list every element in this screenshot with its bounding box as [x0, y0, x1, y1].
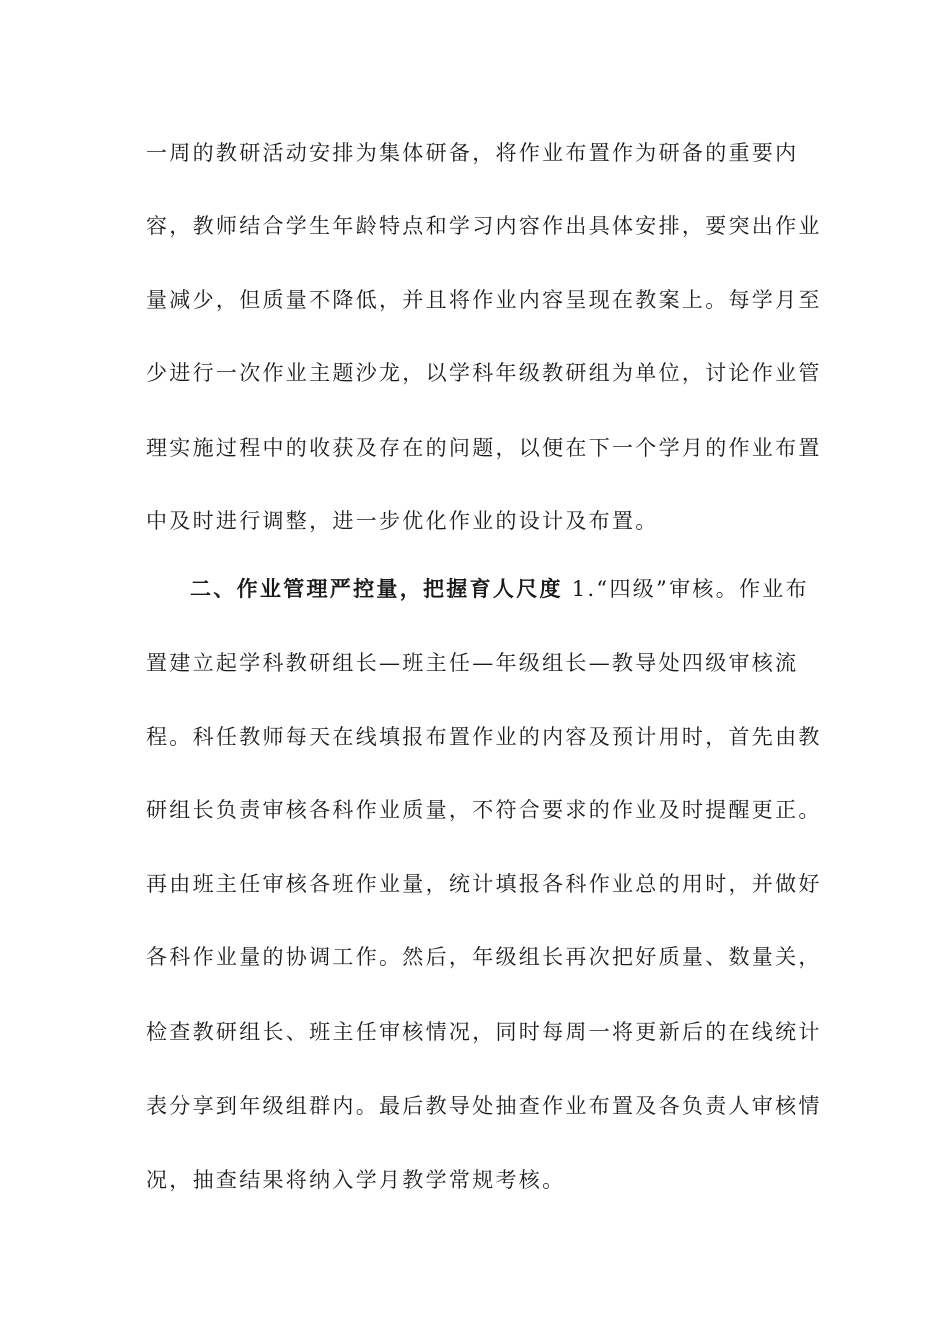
text-line: 理实施过程中的收获及存在的问题，以便在下一个学月的作业布置 — [146, 436, 822, 460]
text-line: 少进行一次作业主题沙龙，以学科年级教研组为单位，讨论作业管 — [146, 361, 822, 385]
paragraph-first-line — [190, 574, 809, 604]
text-line-continuation: 1.“四级”审核。作业布 — [562, 577, 809, 601]
text-line: 置建立起学科教研组长—班主任—年级组长—教导处四级审核流 — [146, 651, 799, 675]
text-line: 再由班主任审核各班作业量，统计填报各科作业总的用时，并做好 — [146, 872, 822, 896]
text-line: 况，抽查结果将纳入学月教学常规考核。 — [146, 1168, 566, 1192]
text-line: 容，教师结合学生年龄特点和学习内容作出具体安排，要突出作业 — [146, 214, 822, 238]
text-line: 中及时进行调整，进一步优化作业的设计及布置。 — [146, 509, 659, 533]
text-line: 量减少，但质量不降低，并且将作业内容呈现在教案上。每学月至 — [146, 288, 822, 312]
section-heading: 二、作业管理严控量，把握育人尺度 — [190, 576, 563, 601]
text-line: 表分享到年级组群内。最后教导处抽查作业布置及各负责人审核情 — [146, 1094, 822, 1118]
text-line: 程。科任教师每天在线填报布置作业的内容及预计用时，首先由教 — [146, 725, 822, 749]
text-line: 一周的教研活动安排为集体研备，将作业布置作为研备的重要内 — [146, 141, 799, 165]
text-line: 各科作业量的协调工作。然后，年级组长再次把好质量、数量关， — [146, 945, 822, 969]
text-line: 检查教研组长、班主任审核情况，同时每周一将更新后的在线统计 — [146, 1020, 822, 1044]
text-line: 研组长负责审核各科作业质量，不符合要求的作业及时提醒更正。 — [146, 798, 822, 822]
